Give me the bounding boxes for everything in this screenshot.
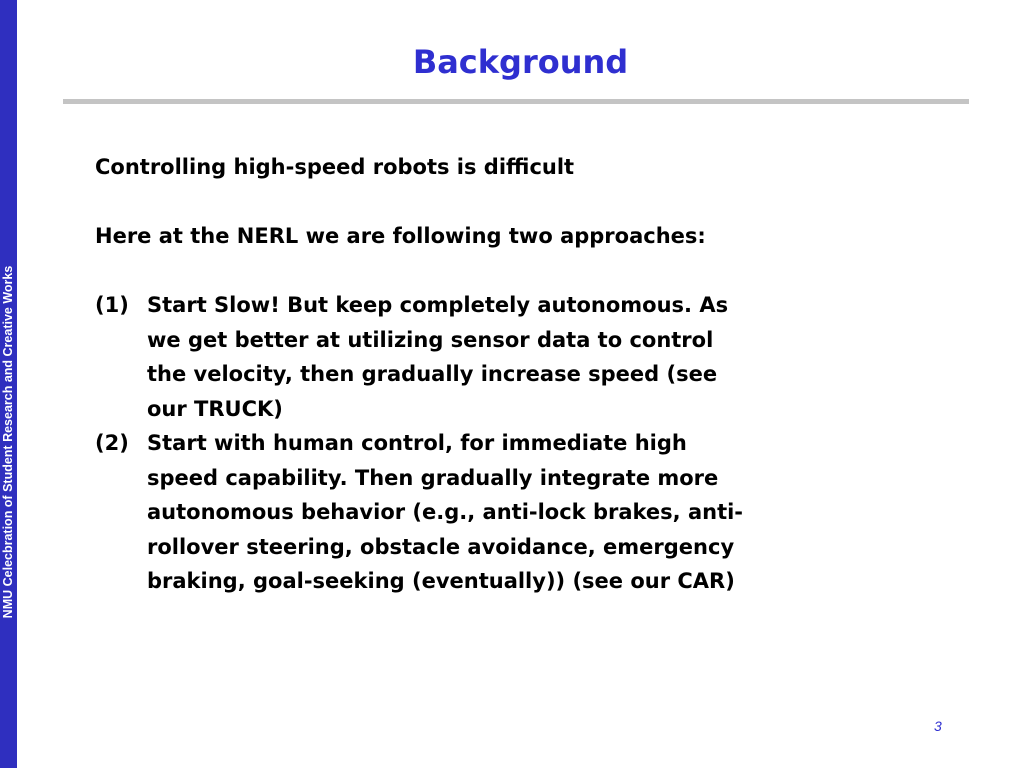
list-item-2-line-4: rollover steering, obstacle avoidance, emergency <box>147 534 735 559</box>
list-item-1-line-3: the velocity, then gradually increase speed (see <box>147 362 718 386</box>
list-marker-1: (1) <box>95 293 129 317</box>
list-marker-2: (2) <box>95 431 129 455</box>
title-divider <box>63 99 969 104</box>
list-item-2-line-5: braking, goal-seeking (eventually)) (see our CAR) <box>147 569 735 593</box>
slide-title: Background <box>412 43 629 81</box>
sidebar-text-wrap <box>0 0 17 768</box>
sidebar-caption: NMU Celecbration of Student Research and Creative Works <box>1 265 15 619</box>
list-item-1 <box>95 288 915 426</box>
list-item-1-line-4: our TRUCK) <box>147 396 283 421</box>
list-item-2-line-3: autonomous behavior (e.g., anti-lock brakes, anti- <box>147 500 744 524</box>
list-item-1-line-2: we get better at utilizing sensor data to control <box>147 327 714 352</box>
intro-line-1: Controlling high-speed robots is difficult <box>95 155 575 179</box>
page-number: 3 <box>934 718 942 734</box>
list-item-1-line-1: Start Slow! But keep completely autonomous. As <box>147 293 729 317</box>
slide-body <box>95 150 915 599</box>
list-item-1-text <box>147 288 915 426</box>
intro-line-2: Here at the NERL we are following two approaches: <box>95 224 706 248</box>
spacer <box>95 185 915 220</box>
list-item-2-line-1: Start with human control, for immediate high <box>147 431 687 455</box>
list-item-2-text <box>147 426 915 599</box>
list-item-2 <box>95 426 915 599</box>
spacer <box>95 254 915 289</box>
list-item-2-line-2: speed capability. Then gradually integrate more <box>147 465 719 490</box>
